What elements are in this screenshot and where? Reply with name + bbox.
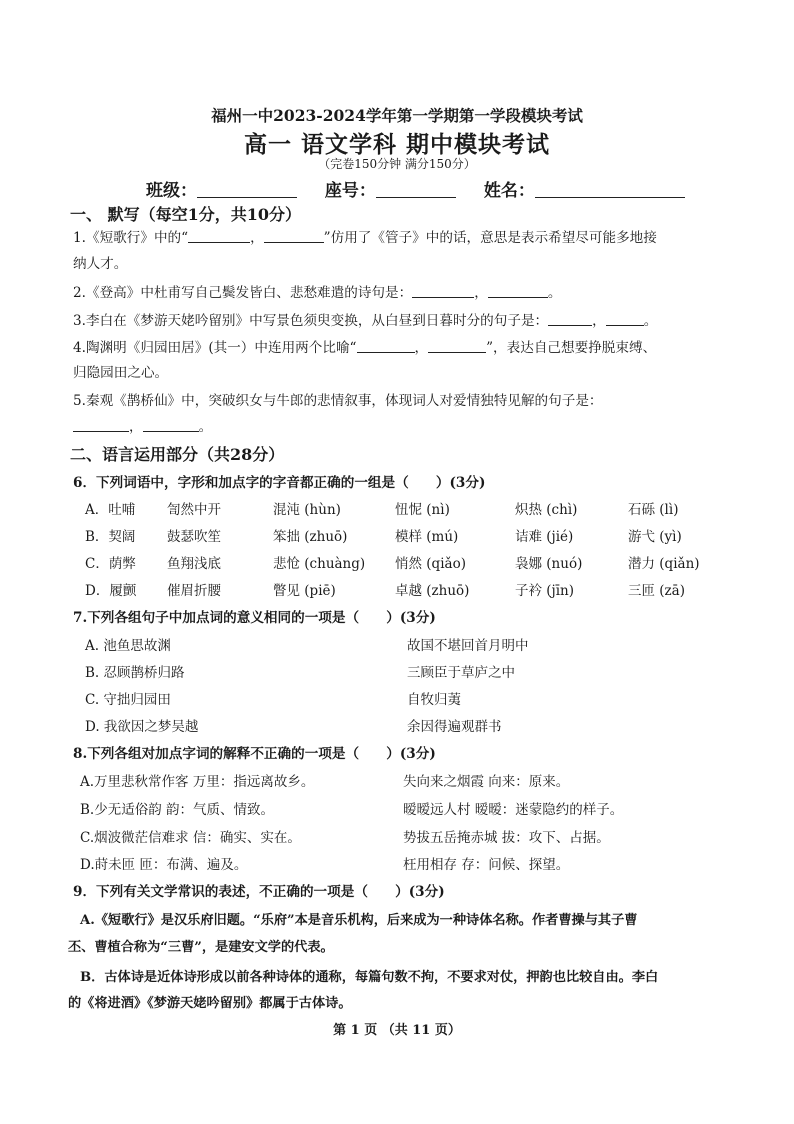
q6-d-3: 瞥见 (piē) (273, 583, 336, 599)
q6-d-1: D．履颤 (85, 583, 137, 599)
q7-c-right: 自牧归荑 (407, 692, 461, 708)
q6-c-3: 悲怆 (chuàng) (273, 556, 366, 572)
seat-label: 座号： (324, 181, 376, 201)
q6-a-6: 石砾 (lì) (628, 502, 679, 518)
q2-blank-1[interactable] (412, 284, 474, 298)
student-info-row (146, 176, 685, 201)
name-blank[interactable] (535, 181, 685, 198)
q6-b-1: B．契阔 (85, 529, 136, 545)
q4-blank-2[interactable] (428, 339, 486, 353)
q6-b-4: 模样 (mú) (395, 529, 459, 545)
q2-end: 。 (547, 285, 562, 301)
q1-line1 (73, 229, 657, 247)
q6-b-5: 诘难 (jié) (515, 529, 574, 545)
q7-a-right: 故国不堪回首月明中 (407, 638, 529, 654)
q6-b-2: 鼓瑟吹笙 (167, 529, 221, 545)
q5-blank-2[interactable] (143, 418, 199, 432)
q4-blank-1[interactable] (357, 339, 415, 353)
q3-sep: ， (592, 313, 606, 329)
q6-b-3: 笨拙 (zhuō) (273, 529, 348, 545)
section2-title: 二、语言运用部分（共28分） (70, 445, 285, 464)
q2-blank-2[interactable] (488, 284, 548, 298)
q1-blank-2[interactable] (264, 229, 324, 243)
q6-c-4: 悄然 (qiǎo) (395, 556, 466, 572)
q4-text-b: ”，表达自己想要挣脱束缚、 (486, 340, 657, 356)
q3-end: 。 (643, 313, 658, 329)
q8-a-left: A.万里悲秋常作客 万里：指远离故乡。 (80, 774, 315, 790)
q8-b-right: 暧暧远人村 暧暧：迷蒙隐约的样子。 (403, 802, 624, 818)
q7-a-left: A. 池鱼思故渊 (85, 638, 171, 654)
q6-b-6: 游弋 (yì) (628, 529, 682, 545)
q8-c-left: C.烟波微茫信难求 信：确实、实在。 (80, 830, 301, 846)
q6-a-5: 炽热 (chì) (515, 502, 578, 518)
q9-stem: 9．下列有关文学常识的表述，不正确的一项是（ ）(3分) (73, 884, 445, 900)
q9-a-line2: 丕、曹植合称为“三曹”，是建安文学的代表。 (68, 940, 334, 955)
q5-line1: 5.秦观《鹊桥仙》中，突破织女与牛郎的悲情叙事，体现词人对爱情独特见解的句子是： (73, 393, 603, 409)
q7-d-left: D. 我欲因之梦吴越 (85, 719, 199, 735)
q2-line (73, 284, 561, 302)
section1-title: 一、 默写（每空1分，共10分） (70, 205, 301, 224)
q8-d-left: D.莳未匝 匝：布满、遍及。 (80, 857, 248, 873)
page-footer: 第 1 页 （共 11 页） (333, 1023, 461, 1038)
q4-line2: 归隐园田之心。 (73, 365, 169, 381)
q6-c-5: 袅娜 (nuó) (515, 556, 583, 572)
q2-sep: ， (474, 285, 488, 301)
q7-b-right: 三顾臣于草庐之中 (407, 665, 515, 681)
q7-d-right: 余因得遍观群书 (407, 719, 502, 735)
q6-d-6: 三匝 (zā) (628, 583, 685, 599)
q8-b-left: B.少无适俗韵 韵：气质、情致。 (80, 802, 275, 818)
q3-blank-2[interactable] (606, 312, 644, 326)
q3-blank-1[interactable] (548, 312, 592, 326)
q6-a-2: 訇然中开 (167, 502, 221, 518)
q7-c-left: C. 守拙归园田 (85, 692, 171, 708)
exam-title: 高一 语文学科 期中模块考试 (243, 131, 550, 158)
q9-b-line2: 的《将进酒》《梦游天姥吟留别》都属于古体诗。 (68, 996, 352, 1011)
name-label: 姓名： (483, 181, 535, 201)
q6-stem: 6．下列词语中，字形和加点字的字音都正确的一组是（ ）(3分) (73, 475, 486, 491)
q6-d-5: 子衿 (jīn) (515, 583, 575, 599)
q6-c-2: 鱼翔浅底 (167, 556, 221, 572)
q5-blank-1[interactable] (73, 418, 129, 432)
q8-d-right: 枉用相存 存：问候、探望。 (403, 857, 570, 873)
q4-text-a: 4.陶渊明《归园田居》(其一）中连用两个比喻“ (73, 340, 357, 356)
q1-line2: 纳人才。 (73, 256, 128, 272)
q4-line1 (73, 339, 656, 357)
q6-d-2: 催眉折腰 (167, 583, 221, 599)
q6-c-1: C．荫弊 (85, 556, 136, 572)
q8-a-right: 失向来之烟霞 向来：原来。 (403, 774, 570, 790)
school-line: 福州一中2023-2024学年第一学期第一学段模块考试 (211, 106, 583, 125)
q3-line (73, 312, 657, 330)
q3-text: 3.李白在《梦游天姥吟留别》中写景色须臾变换，从白昼到日暮时分的句子是： (73, 313, 549, 329)
q5-sep: ， (129, 419, 143, 435)
class-label: 班级： (146, 181, 197, 201)
q6-a-4: 忸怩 (nì) (395, 502, 450, 518)
q7-b-left: B. 忍顾鹊桥归路 (85, 665, 185, 681)
q1-text-a: 1.《短歌行》中的“ (73, 230, 189, 246)
q6-d-4: 卓越 (zhuō) (395, 583, 470, 599)
q4-sep: ， (414, 340, 429, 356)
exam-note: （完卷150分钟 满分150分） (318, 157, 476, 171)
q1-blank-1[interactable] (188, 229, 250, 243)
class-blank[interactable] (197, 181, 297, 198)
q5-end: 。 (198, 419, 213, 435)
q5-line2 (73, 418, 212, 436)
seat-blank[interactable] (376, 181, 456, 198)
q6-c-6: 潜力 (qiǎn) (628, 556, 700, 572)
q2-text: 2.《登高》中杜甫写自己鬓发皆白、悲愁难遣的诗句是： (73, 285, 413, 301)
q8-stem: 8.下列各组对加点字词的解释不正确的一项是（ ）(3分) (73, 746, 436, 762)
q9-b-line1: B．古体诗是近体诗形成以前各种诗体的通称，每篇句数不拘，不要求对仗，押韵也比较自由。李白 (80, 970, 659, 985)
q1-text-b: ”仿用了《管子》中的话，意思是表示希望尽可能多地接 (323, 230, 657, 246)
q1-sep: ， (250, 230, 264, 246)
q6-a-1: A．吐哺 (85, 502, 136, 518)
q8-c-right: 势拔五岳掩赤城 拔：攻下、占据。 (403, 830, 610, 846)
q7-stem: 7.下列各组句子中加点词的意义相同的一项是（ ）(3分) (73, 610, 436, 626)
q9-a-line1: A.《短歌行》是汉乐府旧题。“乐府”本是音乐机构，后来成为一种诗体名称。作者曹操与其子曹 (80, 913, 638, 928)
q6-a-3: 混沌 (hùn) (273, 502, 341, 518)
